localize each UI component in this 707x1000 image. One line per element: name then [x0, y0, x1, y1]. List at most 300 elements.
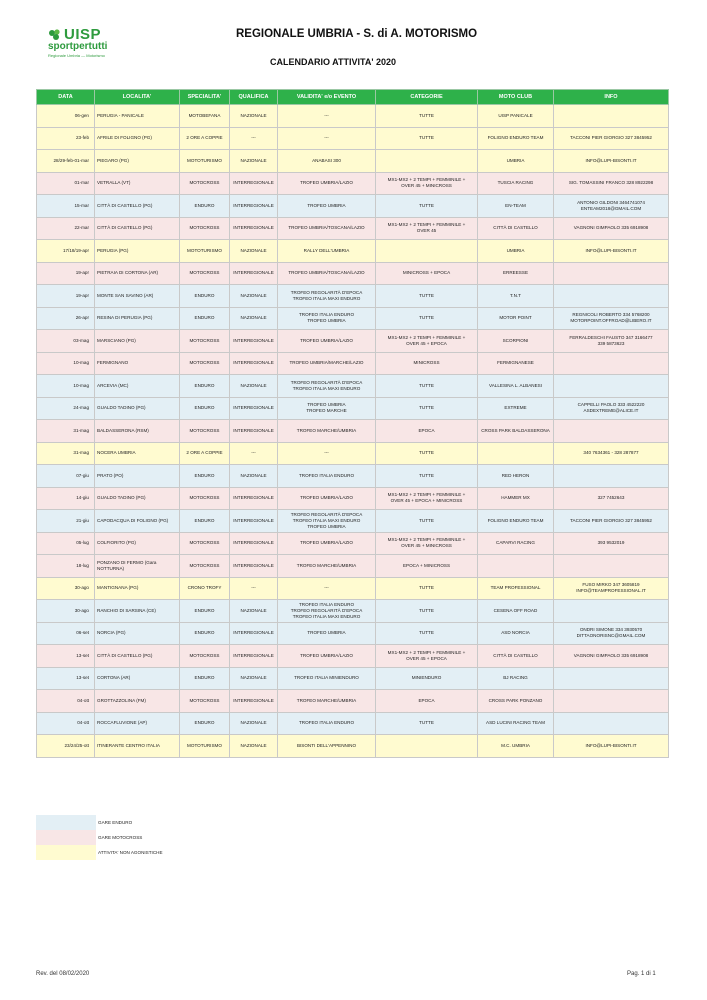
specialty-cell: MOTOTURISMO [180, 240, 230, 263]
categories-cell [376, 600, 478, 623]
event-line: TROFEO UMBRIA/MARCHE/LAZIO [289, 360, 364, 366]
info-line: 339 5873623 [597, 340, 625, 346]
location-cell: MARSCIANO (PG) [95, 330, 180, 353]
moto-club-cell: CAPARVI RACING [478, 532, 554, 555]
info-cell [554, 262, 669, 285]
specialty-cell: ENDURO [180, 622, 230, 645]
categories-line: TUTTE [419, 112, 434, 118]
categories-line: OVER 45 + MINICROSS [401, 543, 452, 549]
table-header-row [37, 90, 669, 105]
info-line: TACCONI PIER GIORGIO 327 3845952 [570, 135, 652, 141]
specialty-cell: ENDURO [180, 510, 230, 533]
categories-cell [376, 555, 478, 578]
location-cell: PERUGIA (PG) [95, 240, 180, 263]
moto-club-cell: CESENA OFF ROAD [478, 600, 554, 623]
moto-club-cell: CITTÀ DI CASTELLO [478, 645, 554, 668]
info-line: INFO@LUPI-BISONTI.IT [585, 247, 637, 253]
info-line: MOTORPOINT.OFFROAD@LIBERO.IT [570, 318, 652, 324]
column-header: SPECIALITA' [180, 90, 230, 105]
specialty-cell: MOTOCROSS [180, 330, 230, 353]
info-line: ONDRI SIMONE 334 3930570 [579, 627, 643, 633]
page-subtitle: CALENDARIO ATTIVITA' 2020 [270, 57, 396, 67]
moto-club-cell: EXTREME [478, 397, 554, 420]
event-line: TROFEO UMBRIA [307, 202, 346, 208]
categories-cell [376, 285, 478, 308]
qualification-cell: INTERREGIONALE [230, 330, 278, 353]
table-row [37, 600, 669, 623]
page-number: Pag. 1 di 1 [627, 971, 656, 977]
specialty-cell: MOTOCROSS [180, 172, 230, 195]
moto-club-cell: T.N.T [478, 285, 554, 308]
qualification-cell: NAZIONALE [230, 375, 278, 398]
event-line: TROFEO UMBRIA/TOSCANA/LAZIO [288, 270, 365, 276]
info-line: FERRALDESCHI FAUSTO 347 3166477 [569, 334, 653, 340]
location-cell: CORTONA (AR) [95, 667, 180, 690]
categories-line: MX1-MX2 + 2 TEMPI + FEMMINILE + [387, 649, 466, 655]
categories-line: MX1-MX2 + 2 TEMPI + FEMMINILE + [387, 334, 466, 340]
qualification-cell: NAZIONALE [230, 150, 278, 173]
table-row [37, 285, 669, 308]
event-cell [278, 465, 376, 488]
page-title: REGIONALE UMBRIA - S. di A. MOTORISMO [236, 28, 478, 40]
table-row [37, 217, 669, 240]
categories-cell [376, 712, 478, 735]
date-cell: 01-mar [37, 172, 95, 195]
info-cell [554, 352, 669, 375]
moto-club-cell [478, 442, 554, 465]
moto-club-cell: CITTÀ DI CASTELLO [478, 217, 554, 240]
categories-cell [376, 622, 478, 645]
specialty-cell: CRONO TROFY [180, 577, 230, 600]
table-row [37, 420, 669, 443]
location-cell: MONTE SAN SAVINO (AR) [95, 285, 180, 308]
moto-club-cell: ERREESSE [478, 262, 554, 285]
specialty-cell: MOTOTURISMO [180, 735, 230, 758]
qualification-cell: INTERREGIONALE [230, 690, 278, 713]
table-row [37, 375, 669, 398]
event-cell [278, 352, 376, 375]
location-cell: CITTÀ DI CASTELLO (PG) [95, 195, 180, 218]
categories-cell [376, 330, 478, 353]
qualification-cell: INTERREGIONALE [230, 352, 278, 375]
table-row [37, 262, 669, 285]
date-cell: 21-giu [37, 510, 95, 533]
location-cell: PERUGIA - PANICALE [95, 105, 180, 128]
categories-line: TUTTE [419, 292, 434, 298]
location-cell: GROTTAZZOLINA (FM) [95, 690, 180, 713]
categories-line: OVER 45 + EPOCA [406, 340, 447, 346]
event-cell [278, 217, 376, 240]
info-cell [554, 195, 669, 218]
info-line: REGNICOLI ROBERTO 334 5768200 [572, 312, 650, 318]
qualification-cell: INTERREGIONALE [230, 262, 278, 285]
info-cell [554, 127, 669, 150]
event-line: TROFEO ITALIA MAXI ENDURO [292, 295, 361, 301]
date-cell: 28/29-feb-01-mar [37, 150, 95, 173]
event-cell [278, 420, 376, 443]
event-line: TROFEO ITALIA ENDURO [298, 472, 355, 478]
moto-club-cell [478, 555, 554, 578]
specialty-cell: 2 ORE A COPPIE [180, 127, 230, 150]
categories-line: MINICROSS [413, 360, 440, 366]
info-cell [554, 510, 669, 533]
logo-sub-text: Regionale Umbria — Motorismo [48, 53, 105, 58]
qualification-cell: NAZIONALE [230, 105, 278, 128]
categories-cell [376, 487, 478, 510]
date-cell: 04-ott [37, 712, 95, 735]
table-row [37, 195, 669, 218]
info-line: DITTAONORISNC@GMAIL.COM [576, 633, 646, 639]
location-cell: NOCERA UMBRIA [95, 442, 180, 465]
event-cell [278, 510, 376, 533]
info-cell [554, 420, 669, 443]
moto-club-cell: CROSS PARK PONZANO [478, 690, 554, 713]
qualification-cell: INTERREGIONALE [230, 645, 278, 668]
info-line: 340 7634361 - 328 287877 [583, 450, 639, 456]
location-cell: PIETRAIA DI CORTONA (AR) [95, 262, 180, 285]
table-row [37, 397, 669, 420]
legend-label: ATTIVITA' NON AGONISTICHE [98, 850, 163, 855]
location-cell: PIEGARO (PG) [95, 150, 180, 173]
specialty-cell: ENDURO [180, 195, 230, 218]
event-cell [278, 105, 376, 128]
categories-cell [376, 375, 478, 398]
info-cell [554, 712, 669, 735]
info-line: FUSO MIRKO 347 3605819 [582, 582, 640, 588]
event-line: --- [324, 450, 329, 456]
calendar-table [36, 89, 669, 758]
event-cell [278, 262, 376, 285]
legend-swatch-non-agonistiche [36, 845, 96, 860]
table-row [37, 487, 669, 510]
event-cell [278, 555, 376, 578]
event-cell [278, 307, 376, 330]
uisp-flower-icon [48, 29, 62, 41]
info-line: INFO@TEAMPROFESSIONAL.IT [576, 588, 646, 594]
specialty-cell: MOTOCROSS [180, 262, 230, 285]
qualification-cell: INTERREGIONALE [230, 420, 278, 443]
moto-club-cell: UISP PANICALE [478, 105, 554, 128]
date-cell: 15-mar [37, 195, 95, 218]
table-row [37, 465, 669, 488]
event-cell [278, 690, 376, 713]
date-cell: 26-apr [37, 307, 95, 330]
event-line: RALLY DELL'UMBRIA [303, 247, 350, 253]
location-cell: MANTIGNANA (PG) [95, 577, 180, 600]
moto-club-cell: M.C. UMBRIA [478, 735, 554, 758]
specialty-cell: ENDURO [180, 667, 230, 690]
categories-cell [376, 690, 478, 713]
specialty-cell: MOTOTURISMO [180, 150, 230, 173]
specialty-cell: MOTOCROSS [180, 487, 230, 510]
info-cell [554, 150, 669, 173]
logo-sport-text: sportpertutti [48, 41, 108, 52]
table-row [37, 712, 669, 735]
info-cell [554, 622, 669, 645]
specialty-cell: MOTOCROSS [180, 645, 230, 668]
qualification-cell: --- [230, 442, 278, 465]
table-row [37, 577, 669, 600]
event-line: --- [324, 112, 329, 118]
categories-line: MX1-MX2 + 2 TEMPI + FEMMINILE + [387, 177, 466, 183]
qualification-cell: NAZIONALE [230, 307, 278, 330]
date-cell: 22-mar [37, 217, 95, 240]
event-line: TROFEO ITALIA ENDURO [298, 720, 355, 726]
categories-cell [376, 172, 478, 195]
event-line: TROFEO UMBRIA/LAZIO [300, 495, 353, 501]
uisp-logo [48, 26, 128, 58]
moto-club-cell: ASD NORCIA [478, 622, 554, 645]
date-cell: 31-mag [37, 420, 95, 443]
info-cell [554, 397, 669, 420]
categories-cell [376, 307, 478, 330]
categories-cell [376, 150, 478, 173]
event-cell [278, 195, 376, 218]
info-cell [554, 442, 669, 465]
location-cell: CITTÀ DI CASTELLO (PG) [95, 217, 180, 240]
qualification-cell: --- [230, 127, 278, 150]
categories-line: TUTTE [419, 405, 434, 411]
location-cell: COLFIORITO (PG) [95, 532, 180, 555]
categories-cell [376, 465, 478, 488]
table-row [37, 127, 669, 150]
date-cell: 10-mag [37, 375, 95, 398]
date-cell: 13-set [37, 667, 95, 690]
date-cell: 06-set [37, 622, 95, 645]
categories-line: OVER 45 [416, 228, 437, 234]
event-line: TROFEO ITALIA MAXI ENDURO [292, 517, 361, 523]
location-cell: GUALDO TADINO (PG) [95, 487, 180, 510]
event-line: TROFEO UMBRIA/LAZIO [300, 540, 353, 546]
date-cell: 23-feb [37, 127, 95, 150]
info-line: INFO@LUPI-BISONTI.IT [585, 157, 637, 163]
categories-line: TUTTE [419, 517, 434, 523]
event-cell [278, 735, 376, 758]
info-cell [554, 690, 669, 713]
event-line: --- [324, 585, 329, 591]
categories-cell [376, 352, 478, 375]
column-header: QUALIFICA [230, 90, 278, 105]
legend [36, 815, 176, 860]
legend-item-non-agonistiche [36, 845, 176, 860]
moto-club-cell: TEAM PROFESSIONAL [478, 577, 554, 600]
specialty-cell: ENDURO [180, 465, 230, 488]
moto-club-cell: CROSS PARK BALDASSERONA [478, 420, 554, 443]
table-row [37, 622, 669, 645]
info-cell [554, 105, 669, 128]
event-line: TROFEO UMBRIA/LAZIO [300, 652, 353, 658]
categories-cell [376, 262, 478, 285]
moto-club-cell: SCORPIONI [478, 330, 554, 353]
categories-line: EPOCA [418, 427, 435, 433]
legend-item-motocross [36, 830, 176, 845]
categories-cell [376, 510, 478, 533]
table-row [37, 510, 669, 533]
event-line: --- [324, 135, 329, 141]
column-header: LOCALITA' [95, 90, 180, 105]
date-cell: 24-mag [37, 397, 95, 420]
event-line: TROFEO UMBRIA [307, 523, 346, 529]
specialty-cell: ENDURO [180, 397, 230, 420]
specialty-cell: MOTOCROSS [180, 217, 230, 240]
categories-line: OVER 45 + EPOCA [406, 655, 447, 661]
event-cell [278, 600, 376, 623]
column-header: DATA [37, 90, 95, 105]
categories-line: EPOCA [418, 697, 435, 703]
info-cell [554, 645, 669, 668]
location-cell: RESINA DI PERUGIA (PG) [95, 307, 180, 330]
date-cell: 04-ott [37, 690, 95, 713]
info-cell [554, 330, 669, 353]
date-cell: 19-apr [37, 262, 95, 285]
categories-line: MINICROSS + EPOCA [402, 270, 451, 276]
categories-line: TUTTE [419, 450, 434, 456]
categories-line: TUTTE [419, 315, 434, 321]
categories-line: TUTTE [419, 135, 434, 141]
categories-cell [376, 532, 478, 555]
event-cell [278, 577, 376, 600]
specialty-cell: 2 ORE A COPPIE [180, 442, 230, 465]
event-line: TROFEO UMBRIA/LAZIO [300, 337, 353, 343]
date-cell: 17/18/19-apr [37, 240, 95, 263]
date-cell: 05-lug [37, 532, 95, 555]
categories-cell [376, 195, 478, 218]
event-cell [278, 487, 376, 510]
date-cell: 13-set [37, 645, 95, 668]
categories-line: MINIENDURO [411, 675, 442, 681]
date-cell: 06-gen [37, 105, 95, 128]
event-cell [278, 667, 376, 690]
info-line: VAGNONI GIMPAOLO 335 6918908 [573, 225, 649, 231]
info-cell [554, 465, 669, 488]
event-cell [278, 442, 376, 465]
table-row [37, 172, 669, 195]
qualification-cell: INTERREGIONALE [230, 555, 278, 578]
info-cell [554, 577, 669, 600]
event-cell [278, 150, 376, 173]
legend-label: GARE MOTOCROSS [98, 835, 143, 840]
qualification-cell: NAZIONALE [230, 240, 278, 263]
event-line: TROFEO REGOLARITÀ D'EPOCA [290, 289, 363, 295]
event-line: TROFEO UMBRIA [307, 630, 346, 636]
specialty-cell: ENDURO [180, 600, 230, 623]
table-row [37, 555, 669, 578]
info-cell [554, 667, 669, 690]
location-cell: ROCCAFLUVIONE (AP) [95, 712, 180, 735]
qualification-cell: NAZIONALE [230, 712, 278, 735]
categories-line: MX1-MX2 + 2 TEMPI + FEMMINILE + [387, 492, 466, 498]
moto-club-cell: ASD LUCINI RACING TEAM [478, 712, 554, 735]
event-line: TROFEO ITALIA MAXI ENDURO [292, 613, 361, 619]
categories-cell [376, 420, 478, 443]
info-line: 327 7452643 [597, 495, 625, 501]
specialty-cell: ENDURO [180, 375, 230, 398]
location-cell: NORCIA (PG) [95, 622, 180, 645]
categories-line: TUTTE [419, 472, 434, 478]
table-row [37, 240, 669, 263]
categories-line: TUTTE [419, 720, 434, 726]
column-header: INFO [554, 90, 669, 105]
event-cell [278, 532, 376, 555]
event-line: TROFEO UMBRIA [307, 402, 346, 408]
qualification-cell: INTERREGIONALE [230, 510, 278, 533]
specialty-cell: MOTOCROSS [180, 690, 230, 713]
info-cell [554, 735, 669, 758]
event-line: TROFEO UMBRIA [307, 318, 346, 324]
categories-cell [376, 127, 478, 150]
location-cell: AFRILE DI FOLIGNO (PG) [95, 127, 180, 150]
qualification-cell: NAZIONALE [230, 735, 278, 758]
qualification-cell: INTERREGIONALE [230, 172, 278, 195]
categories-cell [376, 577, 478, 600]
revision-date: Rev. del 08/02/2020 [36, 971, 90, 977]
info-cell [554, 307, 669, 330]
legend-swatch-motocross [36, 830, 96, 845]
specialty-cell: MOTOCROSS [180, 352, 230, 375]
moto-club-cell: RED HERON [478, 465, 554, 488]
event-line: TROFEO REGOLARITÀ D'EPOCA [290, 607, 363, 613]
moto-club-cell: FERMIGNANESE [478, 352, 554, 375]
info-line: SIG. TOMASSINI FRANCO 328 8922298 [568, 180, 654, 186]
info-cell [554, 555, 669, 578]
specialty-cell: MOTOCROSS [180, 532, 230, 555]
categories-cell [376, 105, 478, 128]
table-row [37, 645, 669, 668]
specialty-cell: MOTOBEFANA [180, 105, 230, 128]
event-line: TROFEO ITALIA ENDURO [298, 312, 355, 318]
info-line: VAGNONI GIMPAOLO 335 6918908 [573, 652, 649, 658]
specialty-cell: ENDURO [180, 712, 230, 735]
moto-club-cell: BJ RACING [478, 667, 554, 690]
moto-club-cell: UMBRIA [478, 150, 554, 173]
moto-club-cell: UMBRIA [478, 240, 554, 263]
qualification-cell: INTERREGIONALE [230, 397, 278, 420]
event-cell [278, 645, 376, 668]
qualification-cell: NAZIONALE [230, 667, 278, 690]
qualification-cell: INTERREGIONALE [230, 217, 278, 240]
date-cell: 14-giu [37, 487, 95, 510]
location-cell: CAPODACQUA DI FOLIGNO (PG) [95, 510, 180, 533]
date-cell: 18-lug [37, 555, 95, 578]
date-cell: 07-giu [37, 465, 95, 488]
qualification-cell: INTERREGIONALE [230, 622, 278, 645]
location-cell: CITTÀ DI CASTELLO (PG) [95, 645, 180, 668]
event-line: TROFEO MARCHE/UMBRIA [296, 562, 357, 568]
location-cell: PONZANO DI FERMO (Gara NOTTURNA) [95, 555, 180, 578]
event-cell [278, 127, 376, 150]
date-cell: 31-mag [37, 442, 95, 465]
info-line: ANTONIO GILDONI 3464741074 [577, 199, 645, 205]
table-row [37, 690, 669, 713]
info-cell [554, 240, 669, 263]
qualification-cell: NAZIONALE [230, 465, 278, 488]
categories-line: TUTTE [419, 630, 434, 636]
moto-club-cell: EN-TEAM [478, 195, 554, 218]
qualification-cell: INTERREGIONALE [230, 532, 278, 555]
info-line: INFO@LUPI-BISONTI.IT [585, 742, 637, 748]
info-line: 393 9532019 [597, 540, 625, 546]
categories-cell [376, 442, 478, 465]
table-row [37, 150, 669, 173]
categories-line: TUTTE [419, 382, 434, 388]
event-line: TROFEO MARCHE [306, 408, 347, 414]
location-cell: RANCHIO DI SARSINA (CE) [95, 600, 180, 623]
event-line: TROFEO ITALIA ENDURO [298, 601, 355, 607]
location-cell: PRATO (PO) [95, 465, 180, 488]
date-cell: 10-mag [37, 352, 95, 375]
specialty-cell: ENDURO [180, 285, 230, 308]
moto-club-cell: VALLESINA L. ALBANESI [478, 375, 554, 398]
